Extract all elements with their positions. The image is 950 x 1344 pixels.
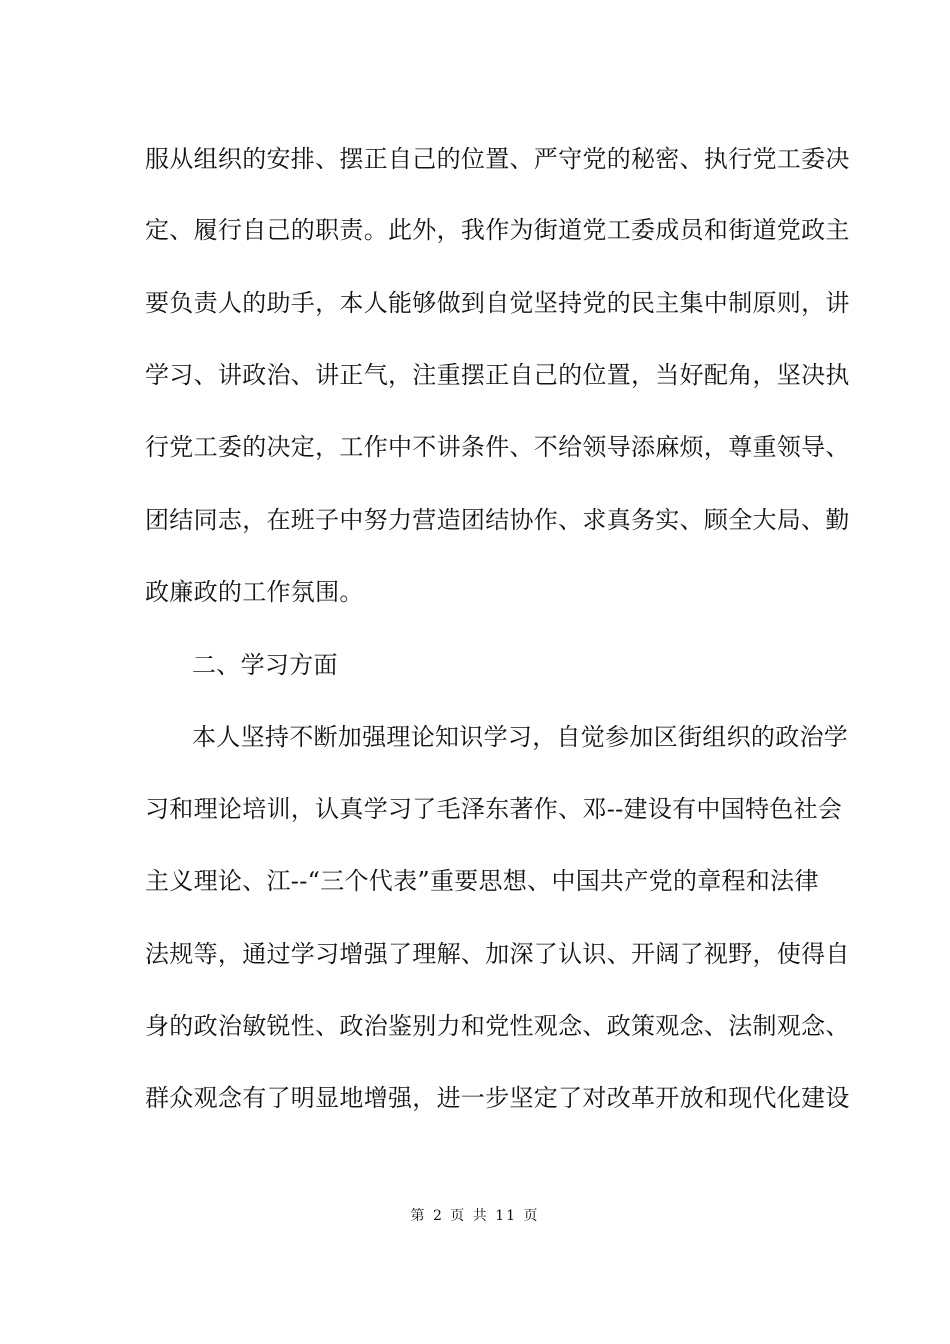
body-line-11: 主义理论、江--“三个代表”重要思想、中国共产党的章程和法律 [145,867,819,895]
body-line-5: 行党工委的决定，工作中不讲条件、不给领导添麻烦，尊重领导、 [145,433,850,461]
body-line-6: 团结同志，在班子中努力营造团结协作、求真务实、顾全大局、勤 [145,506,850,534]
body-line-7: 政廉政的工作氛围。 [145,578,364,606]
body-line-10: 习和理论培训，认真学习了毛泽东著作、邓--建设有中国特色社会 [145,795,843,823]
body-line-12: 法规等，通过学习增强了理解、加深了认识、开阔了视野，使得自 [145,940,850,968]
page-footer: 第 2 页 共 11 页 [410,1208,540,1224]
body-line-9: 本人坚持不断加强理论知识学习，自觉参加区街组织的政治学 [192,723,849,751]
body-line-13: 身的政治敏锐性、政治鉴别力和党性观念、政策观念、法制观念、 [145,1012,850,1040]
body-line-14: 群众观念有了明显地增强，进一步坚定了对改革开放和现代化建设 [145,1084,850,1112]
section-heading: 二、学习方面 [192,651,338,679]
body-line-4: 学习、讲政治、讲正气，注重摆正自己的位置，当好配角，坚决执 [145,361,850,389]
body-line-3: 要负责人的助手，本人能够做到自觉坚持党的民主集中制原则，讲 [145,289,850,317]
body-line-1: 服从组织的安排、摆正自己的位置、严守党的秘密、执行党工委决 [145,145,850,173]
body-line-2: 定、履行自己的职责。此外，我作为街道党工委成员和街道党政主 [145,216,850,244]
